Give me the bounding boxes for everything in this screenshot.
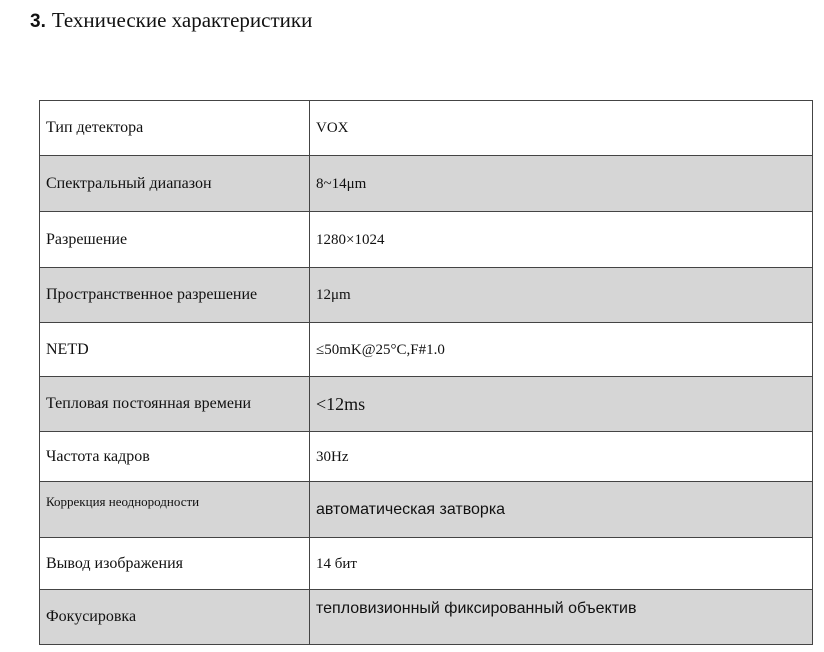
spec-row-spectral-range [40,156,813,212]
spec-value: 12μm [310,268,813,323]
spec-row-resolution [40,212,813,268]
spec-row-frame-rate [40,432,813,482]
spec-label: Коррекция неоднородности [40,482,310,538]
spec-value: 14 бит [310,538,813,590]
section-heading [30,6,312,36]
spec-label: Разрешение [40,212,310,268]
spec-value: автоматическая затворка [310,482,813,538]
spec-value: 1280×1024 [310,212,813,268]
spec-value: ≤50mK@25°C,F#1.0 [310,323,813,377]
spec-label: Тип детектора [40,101,310,156]
spec-value: 8~14μm [310,156,813,212]
section-number: 3. [30,11,46,32]
spec-label: NETD [40,323,310,377]
spec-row-image-output [40,538,813,590]
spec-row-focusing [40,590,813,645]
section-title: Технические характеристики [51,8,313,32]
spec-row-nonuniformity-correction [40,482,813,538]
spec-row-netd [40,323,813,377]
spec-value: тепловизионный фиксированный объектив [310,590,813,645]
spec-row-thermal-time-constant [40,377,813,432]
spec-label: Тепловая постоянная времени [40,377,310,432]
specs-table [39,100,813,645]
spec-label: Спектральный диапазон [40,156,310,212]
spec-label: Частота кадров [40,432,310,482]
spec-row-pixel-pitch [40,268,813,323]
spec-label: Пространственное разрешение [40,268,310,323]
spec-value: <12ms [310,377,813,432]
spec-label: Фокусировка [40,590,310,645]
spec-label: Вывод изображения [40,538,310,590]
spec-value: 30Hz [310,432,813,482]
spec-row-detector-type [40,101,813,156]
spec-value: VOX [310,101,813,156]
